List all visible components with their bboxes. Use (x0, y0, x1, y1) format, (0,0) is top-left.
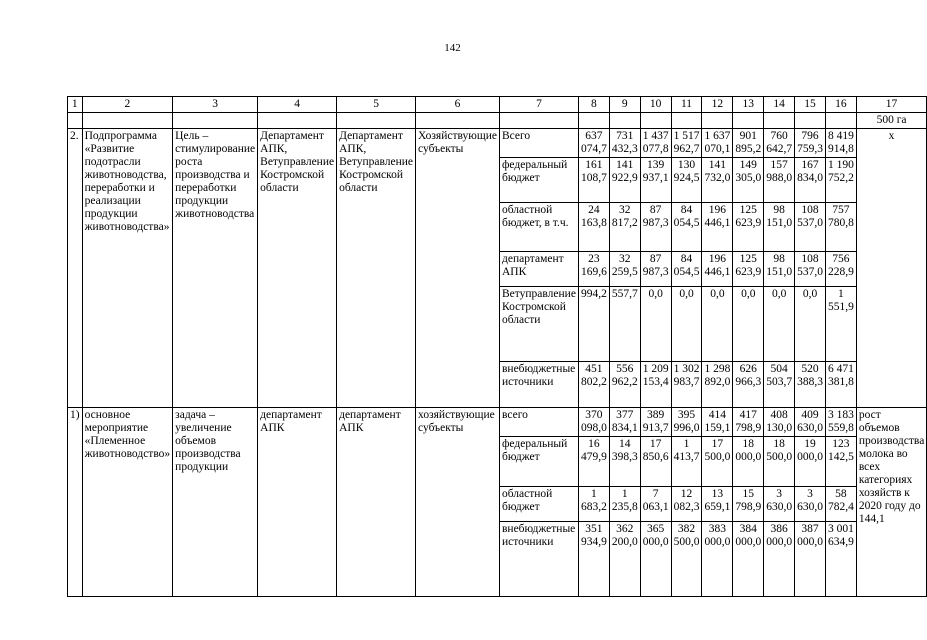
header-cell: 5 (337, 97, 416, 113)
value-cell: 12 082,3 (671, 487, 702, 522)
value-cell: 0,0 (733, 287, 764, 362)
value-cell: 167 834,0 (795, 158, 826, 203)
value-cell: 130 924,5 (671, 158, 702, 203)
value-cell: 408 130,0 (764, 408, 795, 437)
value-cell: 370 098,0 (578, 408, 609, 437)
value-cell: 161 108,7 (578, 158, 609, 203)
value-cell: 19 000,0 (795, 437, 826, 487)
value-cell: 386 000,0 (764, 522, 795, 597)
value-cell: 58 782,4 (825, 487, 856, 522)
value-cell: 0,0 (702, 287, 733, 362)
source-label: областной бюджет (499, 487, 578, 522)
value-cell: 1 413,7 (671, 437, 702, 487)
value-cell: 389 913,7 (640, 408, 671, 437)
header-cell: 4 (258, 97, 337, 113)
source-label: областной бюджет, в т.ч. (499, 203, 578, 252)
value-cell: 757 780,8 (825, 203, 856, 252)
value-cell: 417 798,9 (733, 408, 764, 437)
continuation-value: 500 га (856, 113, 926, 129)
value-cell: 377 834,1 (609, 408, 640, 437)
value-cell: 395 996,0 (671, 408, 702, 437)
item-result: х (856, 129, 926, 408)
header-cell: 15 (795, 97, 826, 113)
value-cell: 16 479,9 (578, 437, 609, 487)
source-label: Ветуправление Костромской области (499, 287, 578, 362)
item-executor: Департамент АПК, Ветуправление Костромской области (258, 129, 337, 408)
value-cell: 3 630,0 (764, 487, 795, 522)
value-cell: 1 302 983,7 (671, 362, 702, 408)
source-label: федеральный бюджет (499, 158, 578, 203)
header-cell: 9 (609, 97, 640, 113)
item-name: основное мероприятие «Племенное животноводство» (82, 408, 173, 597)
value-cell: 756 228,9 (825, 252, 856, 287)
column-number-row (68, 97, 927, 113)
value-cell: 14 398,3 (609, 437, 640, 487)
value-cell: 17 850,6 (640, 437, 671, 487)
value-cell: 98 151,0 (764, 203, 795, 252)
item-result: рост объемов производства молока во всех категориях хозяйств к 2020 году до 144,1 (856, 408, 926, 597)
value-cell: 108 537,0 (795, 203, 826, 252)
source-label: всего (499, 408, 578, 437)
value-cell: 637 074,7 (578, 129, 609, 158)
source-label: департамент АПК (499, 252, 578, 287)
table-row (68, 129, 927, 158)
item-number: 2. (68, 129, 83, 408)
value-cell: 994,2 (578, 287, 609, 362)
value-cell: 383 000,0 (702, 522, 733, 597)
value-cell: 1 235,8 (609, 487, 640, 522)
header-cell: 16 (825, 97, 856, 113)
header-cell: 11 (671, 97, 702, 113)
source-label: внебюджетные источники (499, 362, 578, 408)
value-cell: 84 054,5 (671, 203, 702, 252)
value-cell: 3 183 559,8 (825, 408, 856, 437)
value-cell: 8 419 914,8 (825, 129, 856, 158)
value-cell: 626 966,3 (733, 362, 764, 408)
value-cell: 23 169,6 (578, 252, 609, 287)
value-cell: 3 001 634,9 (825, 522, 856, 597)
source-label: федеральный бюджет (499, 437, 578, 487)
header-cell: 3 (173, 97, 258, 113)
value-cell: 3 630,0 (795, 487, 826, 522)
value-cell: 731 432,3 (609, 129, 640, 158)
header-cell: 2 (82, 97, 173, 113)
value-cell: 382 500,0 (671, 522, 702, 597)
header-cell: 1 (68, 97, 83, 113)
value-cell: 84 054,5 (671, 252, 702, 287)
value-cell: 556 962,2 (609, 362, 640, 408)
value-cell: 32 817,2 (609, 203, 640, 252)
value-cell: 87 987,3 (640, 203, 671, 252)
header-cell: 13 (733, 97, 764, 113)
value-cell: 1 637 070,1 (702, 129, 733, 158)
value-cell: 796 759,3 (795, 129, 826, 158)
value-cell: 123 142,5 (825, 437, 856, 487)
value-cell: 141 732,0 (702, 158, 733, 203)
value-cell: 1 209 153,4 (640, 362, 671, 408)
value-cell: 17 500,0 (702, 437, 733, 487)
item-executor: департамент АПК (258, 408, 337, 597)
value-cell: 13 659,1 (702, 487, 733, 522)
item-name: Подпрограмма «Развитие подотрасли животноводства, переработки и реализации продукции животноводства» (82, 129, 173, 408)
item-goal: задача – увеличение объемов производства продукции (173, 408, 258, 597)
item-coexecutor: департамент АПК (337, 408, 416, 597)
value-cell: 760 642,7 (764, 129, 795, 158)
value-cell: 387 000,0 (795, 522, 826, 597)
header-cell: 8 (578, 97, 609, 113)
budget-table (67, 96, 927, 597)
value-cell: 15 798,9 (733, 487, 764, 522)
header-cell: 6 (416, 97, 500, 113)
value-cell: 196 446,1 (702, 252, 733, 287)
item-number: 1) (68, 408, 83, 597)
value-cell: 557,7 (609, 287, 640, 362)
value-cell: 520 388,3 (795, 362, 826, 408)
value-cell: 1 190 752,2 (825, 158, 856, 203)
value-cell: 351 934,9 (578, 522, 609, 597)
value-cell: 451 802,2 (578, 362, 609, 408)
value-cell: 141 922,9 (609, 158, 640, 203)
header-cell: 17 (856, 97, 926, 113)
value-cell: 901 895,2 (733, 129, 764, 158)
value-cell: 157 988,0 (764, 158, 795, 203)
value-cell: 24 163,8 (578, 203, 609, 252)
value-cell: 504 503,7 (764, 362, 795, 408)
continuation-row (68, 113, 927, 129)
value-cell: 409 630,0 (795, 408, 826, 437)
value-cell: 32 259,5 (609, 252, 640, 287)
value-cell: 1 437 077,8 (640, 129, 671, 158)
header-cell: 14 (764, 97, 795, 113)
item-coexecutor: Департамент АПК, Ветуправление Костромской области (337, 129, 416, 408)
value-cell: 414 159,1 (702, 408, 733, 437)
value-cell: 362 200,0 (609, 522, 640, 597)
value-cell: 1 298 892,0 (702, 362, 733, 408)
value-cell: 365 000,0 (640, 522, 671, 597)
item-participants: хозяйствующие субъекты (416, 408, 500, 597)
value-cell: 87 987,3 (640, 252, 671, 287)
item-goal: Цель – стимулирование роста производства и переработки продукции животноводства (173, 129, 258, 408)
value-cell: 98 151,0 (764, 252, 795, 287)
value-cell: 108 537,0 (795, 252, 826, 287)
header-cell: 10 (640, 97, 671, 113)
value-cell: 18 000,0 (733, 437, 764, 487)
table-row (68, 408, 927, 437)
value-cell: 6 471 381,8 (825, 362, 856, 408)
value-cell: 18 500,0 (764, 437, 795, 487)
value-cell: 1 551,9 (825, 287, 856, 362)
value-cell: 0,0 (764, 287, 795, 362)
value-cell: 125 623,9 (733, 252, 764, 287)
source-label: Всего (499, 129, 578, 158)
value-cell: 196 446,1 (702, 203, 733, 252)
value-cell: 0,0 (795, 287, 826, 362)
header-cell: 7 (499, 97, 578, 113)
value-cell: 7 063,1 (640, 487, 671, 522)
value-cell: 149 305,0 (733, 158, 764, 203)
value-cell: 384 000,0 (733, 522, 764, 597)
value-cell: 1 517 962,7 (671, 129, 702, 158)
value-cell: 1 683,2 (578, 487, 609, 522)
value-cell: 0,0 (671, 287, 702, 362)
page-number: 142 (444, 42, 461, 54)
item-participants: Хозяйствующие субъекты (416, 129, 500, 408)
source-label: внебюджетные источники (499, 522, 578, 597)
header-cell: 12 (702, 97, 733, 113)
value-cell: 139 937,1 (640, 158, 671, 203)
value-cell: 125 623,9 (733, 203, 764, 252)
value-cell: 0,0 (640, 287, 671, 362)
